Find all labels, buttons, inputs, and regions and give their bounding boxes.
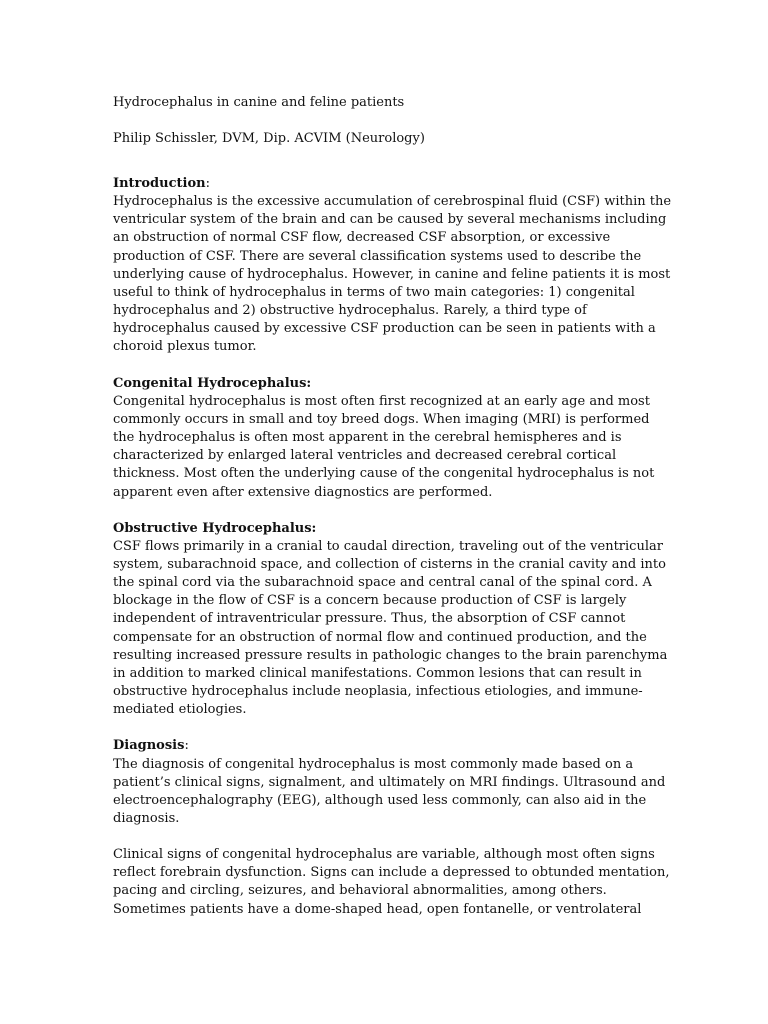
paragraph-line: commonly occurs in small and toy breed dogs. When imaging (MRI) is performed <box>113 411 650 427</box>
paragraph-line: The diagnosis of congenital hydrocephalus is most commonly made based on a <box>113 756 634 772</box>
paragraph-line: electroencephalography (EEG), although used less commonly, can also aid in the <box>113 792 647 808</box>
paragraph-line: resulting increased pressure results in pathologic changes to the brain parenchyma <box>113 647 668 663</box>
paragraph-line: reflect forebrain dysfunction. Signs can include a depressed to obtunded mentation, <box>113 865 670 881</box>
paragraph-line: independent of intraventricular pressure. Thus, the absorption of CSF cannot <box>113 611 626 627</box>
paragraph <box>113 538 668 720</box>
paragraph-line: patient’s clinical signs, signalment, and ultimately on MRI findings. Ultrasound and <box>113 774 666 790</box>
paragraph-line: apparent even after extensive diagnostics are performed. <box>113 484 493 500</box>
paragraph-line: mediated etiologies. <box>113 702 247 718</box>
paragraph-line: compensate for an obstruction of normal flow and continued production, and the <box>113 629 647 645</box>
section-2 <box>113 520 668 720</box>
paragraph-line: hydrocephalus caused by excessive CSF production can be seen in patients with a <box>113 321 656 337</box>
paragraph-line: an obstruction of normal CSF flow, decreased CSF absorption, or excessive <box>113 230 611 246</box>
section-heading <box>113 737 658 755</box>
document-body <box>113 175 672 919</box>
paragraph-line: Clinical signs of congenital hydrocephalus are variable, although most often signs <box>113 847 655 863</box>
paragraph-line: system, subarachnoid space, and collection of cisterns in the cranial cavity and into <box>113 556 666 572</box>
document-author: Philip Schissler, DVM, Dip. ACVIM (Neurology) <box>113 131 425 146</box>
paragraph-line: ventricular system of the brain and can be caused by several mechanisms including <box>113 212 667 228</box>
section-heading <box>113 375 658 393</box>
paragraph <box>113 846 670 919</box>
section-heading-colon: : <box>184 738 189 754</box>
paragraph <box>113 193 672 356</box>
paragraph-line: Hydrocephalus is the excessive accumulation of cerebrospinal fluid (CSF) within the <box>113 194 672 210</box>
paragraph-line: characterized by enlarged lateral ventricles and decreased cerebral cortical <box>113 448 617 464</box>
paragraph-line: in addition to marked clinical manifestations. Common lesions that can result in <box>113 665 642 681</box>
paragraph-line: blockage in the flow of CSF is a concern because production of CSF is largely <box>113 593 627 609</box>
document-page <box>113 94 672 919</box>
paragraph <box>113 756 666 829</box>
section-heading-text: Diagnosis <box>113 738 185 754</box>
section-heading-text: Obstructive Hydrocephalus: <box>113 520 317 536</box>
section-3 <box>113 737 670 918</box>
paragraph-line: pacing and circling, seizures, and behavioral abnormalities, among others. <box>113 883 607 899</box>
document-title: Hydrocephalus in canine and feline patients <box>113 95 405 110</box>
section-heading-text: Introduction <box>113 176 206 191</box>
paragraph-line: production of CSF. There are several classification systems used to describe the <box>113 248 642 264</box>
section-heading-text: Congenital Hydrocephalus: <box>113 375 312 391</box>
paragraph <box>113 393 658 502</box>
section-heading <box>113 175 658 193</box>
paragraph-line: hydrocephalus and 2) obstructive hydrocephalus. Rarely, a third type of <box>113 303 587 319</box>
paragraph-line: useful to think of hydrocephalus in terms of two main categories: 1) congenital <box>113 284 635 300</box>
paragraph-line: CSF flows primarily in a cranial to caudal direction, traveling out of the ventricular <box>113 538 663 554</box>
paragraph-line: Sometimes patients have a dome-shaped head, open fontanelle, or ventrolateral <box>113 901 642 917</box>
paragraph-line: obstructive hydrocephalus include neoplasia, infectious etiologies, and immune- <box>113 684 643 700</box>
paragraph-line: diagnosis. <box>113 811 180 826</box>
paragraph-line: thickness. Most often the underlying cause of the congenital hydrocephalus is not <box>113 466 655 482</box>
paragraph-line: the hydrocephalus is often most apparent in the cerebral hemispheres and is <box>113 430 622 446</box>
paragraph-line: choroid plexus tumor. <box>113 339 257 355</box>
section-heading <box>113 520 658 538</box>
paragraph-line: the spinal cord via the subarachnoid space and central canal of the spinal cord. A <box>113 575 652 591</box>
paragraph-line: Congenital hydrocephalus is most often first recognized at an early age and most <box>113 393 650 409</box>
section-heading-colon: : <box>205 176 210 191</box>
section-1 <box>113 375 658 502</box>
section-0 <box>113 175 672 357</box>
paragraph-line: underlying cause of hydrocephalus. However, in canine and feline patients it is most <box>113 266 671 282</box>
